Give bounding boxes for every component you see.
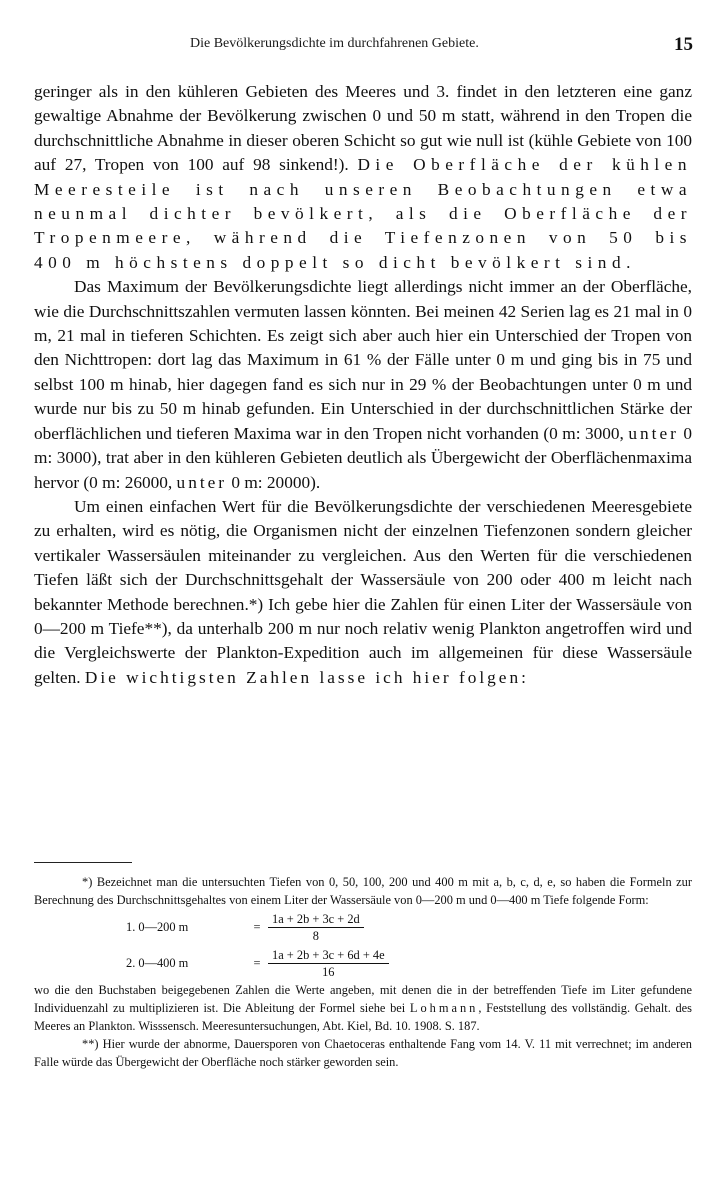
formula-2-denominator: 16 — [322, 964, 335, 979]
paragraph-1-spaced-text: Die Oberfläche der kühlen Meeresteile ist nach unseren Beobachtungen etwa neunmal dichter bevölkert, als die Oberfläche der Tropenmeere, während die Tiefenzonen von 50 bis 400 m höchstens doppelt so dicht bevölkert sind. — [34, 155, 692, 272]
footnote-1-rest-a: wo die den Buchstaben beigegebenen Zahlen die Werte angeben, mit denen die in der betreffenden Tiefe im Liter gefundene Individuenzahl zu multiplizieren ist. Die Ableitung der Formel siehe bei — [34, 983, 692, 1015]
footnote-2: **) Hier wurde der abnorme, Dauersporen von Chaetoceras enthaltende Fang vom 14. V. 11 mit verrechnet; im anderen Falle würde das Übergewicht der Oberfläche noch stärker geworden sein. — [34, 1037, 692, 1069]
paragraph-3-text: Um einen einfachen Wert für die Bevölkerungsdichte der verschiedenen Meeresgebiete zu erhalten, wird es nötig, die Organismen nicht der einzelnen Tiefenzonen sondern gleicher vertikaler Wassersäulen miteinander zu vergleichen. Aus den Werten für die verschiedenen Tiefen läßt sich der Durchschnittsgehalt der Wassersäule von 200 oder 400 m leicht nach bekannter Methode berechnen.*) Ich gebe hier die Zahlen für einen Liter der Wassersäule von 0—200 m Tiefe**), da unterhalb 200 m nur noch relativ wenig Plankton angetroffen wird und die Vergleichswerte der Plankton-Expedition auch im allgemeinen für diese Wassersäule gelten. — [34, 496, 692, 687]
running-title: Die Bevölkerungsdichte im durchfahrenen Gebiete. — [190, 36, 479, 51]
formula-1-denominator: 8 — [312, 928, 319, 943]
paragraph-2-text-b: 0 m: 3000), trat aber in den kühleren Gebieten deutlich als Übergewicht der Oberflächenmaxima hervor (0 m: 26000, — [34, 423, 693, 492]
paragraph-1-text: geringer als in den kühleren Gebieten des Meeres und 3. findet in den letzteren eine ganz gewaltige Abnahme der Bevölkerung zwischen 0 und 50 m statt, während in den Tropen die durchschnittliche Abnahme in dieser oberen Schicht so gut wie null ist (kühle Gebiete von 100 auf 27, Tropen von 100 auf 98 sinkend!). — [34, 82, 692, 175]
paragraph-3-spaced-text: Die wichtigsten Zahlen lasse ich hier folgen: — [84, 667, 529, 687]
page-number: 15 — [674, 34, 693, 55]
page-header — [0, 34, 728, 58]
paragraph-2-unter-1: unter — [628, 423, 679, 443]
formula-1 — [126, 909, 692, 945]
footnotes — [34, 873, 692, 1071]
footnote-divider — [34, 862, 132, 863]
footnote-1-rest — [34, 981, 692, 1035]
formula-1-label: 1. 0—200 m — [126, 920, 189, 934]
paragraph-2-text-c: 0 m: 20000). — [227, 472, 321, 492]
formula-2-numerator: 1a + 2b + 3c + 6d + 4e — [268, 947, 389, 964]
paragraph-2 — [34, 275, 692, 495]
formula-1-fraction — [268, 911, 364, 944]
formula-2-fraction — [268, 947, 389, 980]
paragraph-2-unter-2: unter — [176, 472, 228, 492]
footnote-1-intro: *) Bezeichnet man die untersuchten Tiefen von 0, 50, 100, 200 und 400 m mit a, b, c, d, e, so haben die Formeln zur Berechnung des Durchschnittsgehaltes von einem Liter der Wassersäule von 0—200 m und 0—400 m Tiefe folgende Form: — [34, 875, 692, 907]
formula-2-label: 2. 0—400 m — [126, 956, 189, 970]
formula-1-numerator: 1a + 2b + 3c + 2d — [268, 911, 364, 928]
formula-2-equals: = — [253, 956, 261, 970]
footnote-1-author: Lohmann — [409, 1001, 479, 1015]
paragraph-3 — [34, 495, 692, 690]
formula-2 — [126, 945, 692, 981]
paragraph-1 — [34, 80, 692, 275]
paragraph-2-text-a: Das Maximum der Bevölkerungsdichte liegt allerdings nicht immer an der Oberfläche, wie die Durchschnittszahlen vermuten lassen könnten. Bei meinen 42 Serien lag es 21 mal in 0 m, 21 mal in tieferen Schichten. Es zeigt sich aber auch hier ein Unterschied der Tropen von den Nichttropen: dort lag das Maximum in 61 % der Fälle unter 0 m und ging bis in 75 und selbst 100 m hinab, hier dagegen fand es sich nur in 29 % der Beobachtungen unter 0 m und wurde nur bis zu 50 m hinab gefunden. Ein Unterschied in der durchschnittlichen Stärke der oberflächlichen und tieferen Maxima war in den Tropen nicht vorhanden (0 m: 3000, — [34, 277, 692, 443]
footnote-1-rest-b: , Feststellung des vollständig. Gehalt. des Meeres an Plankton. Wisssensch. Meeresuntersuchungen, Abt. Kiel, Bd. 10. 1908. S. 187. — [34, 1001, 692, 1033]
formula-1-equals: = — [253, 920, 261, 934]
main-text — [34, 80, 692, 690]
